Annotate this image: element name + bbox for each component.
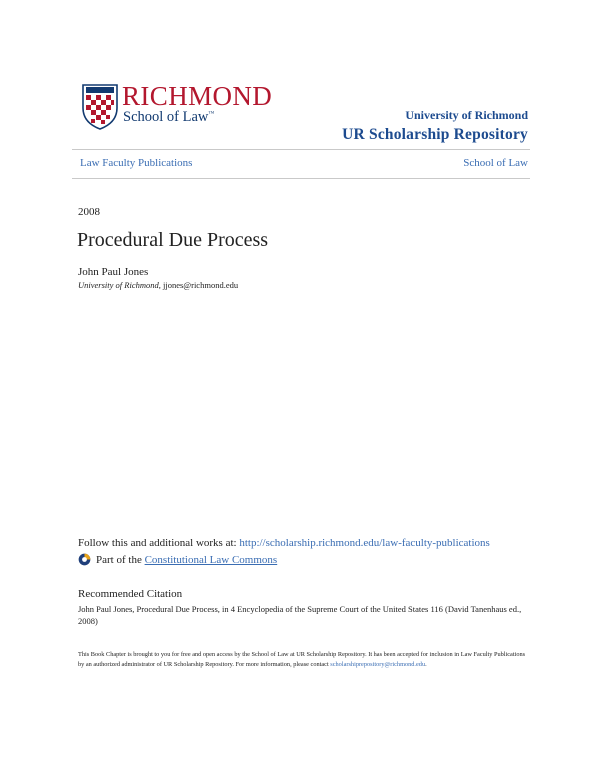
divider-bottom [72, 178, 530, 179]
affiliation-institution: University of Richmond [78, 280, 159, 290]
divider-top [72, 149, 530, 150]
law-faculty-publications-link[interactable]: Law Faculty Publications [80, 157, 193, 169]
affiliation-email: , jjones@richmond.edu [158, 280, 239, 290]
repository-university: University of Richmond [405, 108, 528, 122]
constitutional-law-commons-link[interactable]: Constitutional Law Commons [144, 553, 278, 566]
author-affiliation [78, 280, 238, 290]
logo-name: RICHMOND [122, 81, 273, 111]
access-notice-text: This Book Chapter is brought to you for free and open access by the School of Law at UR Scholarship Repository. It has been accepted for inclusion in Law Faculty Publications by an authorized administrator of UR Scholarship Repository. For more information, please contact [78, 651, 526, 668]
follow-line [78, 537, 490, 549]
university-shield-icon [82, 84, 118, 130]
follow-prefix: Follow this and additional works at: [78, 537, 240, 549]
recommended-citation-text: John Paul Jones, Procedural Due Process, in 4 Encyclopedia of the Supreme Court of the United States 116 (David Tanenhaus ed., 2008) [78, 604, 522, 626]
document-title: Procedural Due Process [77, 229, 269, 251]
collection-url-link[interactable]: http://scholarship.richmond.edu/law-faculty-publications [239, 537, 490, 549]
publication-year: 2008 [78, 206, 100, 218]
repository-heading[interactable] [342, 108, 528, 144]
access-notice: This Book Chapter is brought to you for free and open access by the School of Law at UR Scholarship Repository. It has been accepted for inclusion in Law Faculty Publications by an authorized administrator of UR Scholarship Repository. For more information, please contact scholarshiprepository@richmond.edu. [78, 651, 526, 668]
logo-subtitle: School of Law™ [123, 109, 215, 125]
author-name: John Paul Jones [78, 266, 149, 278]
richmond-law-logo[interactable] [82, 81, 292, 140]
recommended-citation-heading: Recommended Citation [78, 588, 183, 600]
part-of-prefix: Part of the [96, 553, 142, 566]
contact-email-link[interactable]: scholarshiprepository@richmond.edu [330, 661, 426, 668]
part-of-line [78, 553, 277, 566]
school-of-law-link[interactable]: School of Law [463, 157, 528, 169]
repository-name: UR Scholarship Repository [342, 126, 528, 143]
digital-commons-icon [78, 553, 91, 566]
